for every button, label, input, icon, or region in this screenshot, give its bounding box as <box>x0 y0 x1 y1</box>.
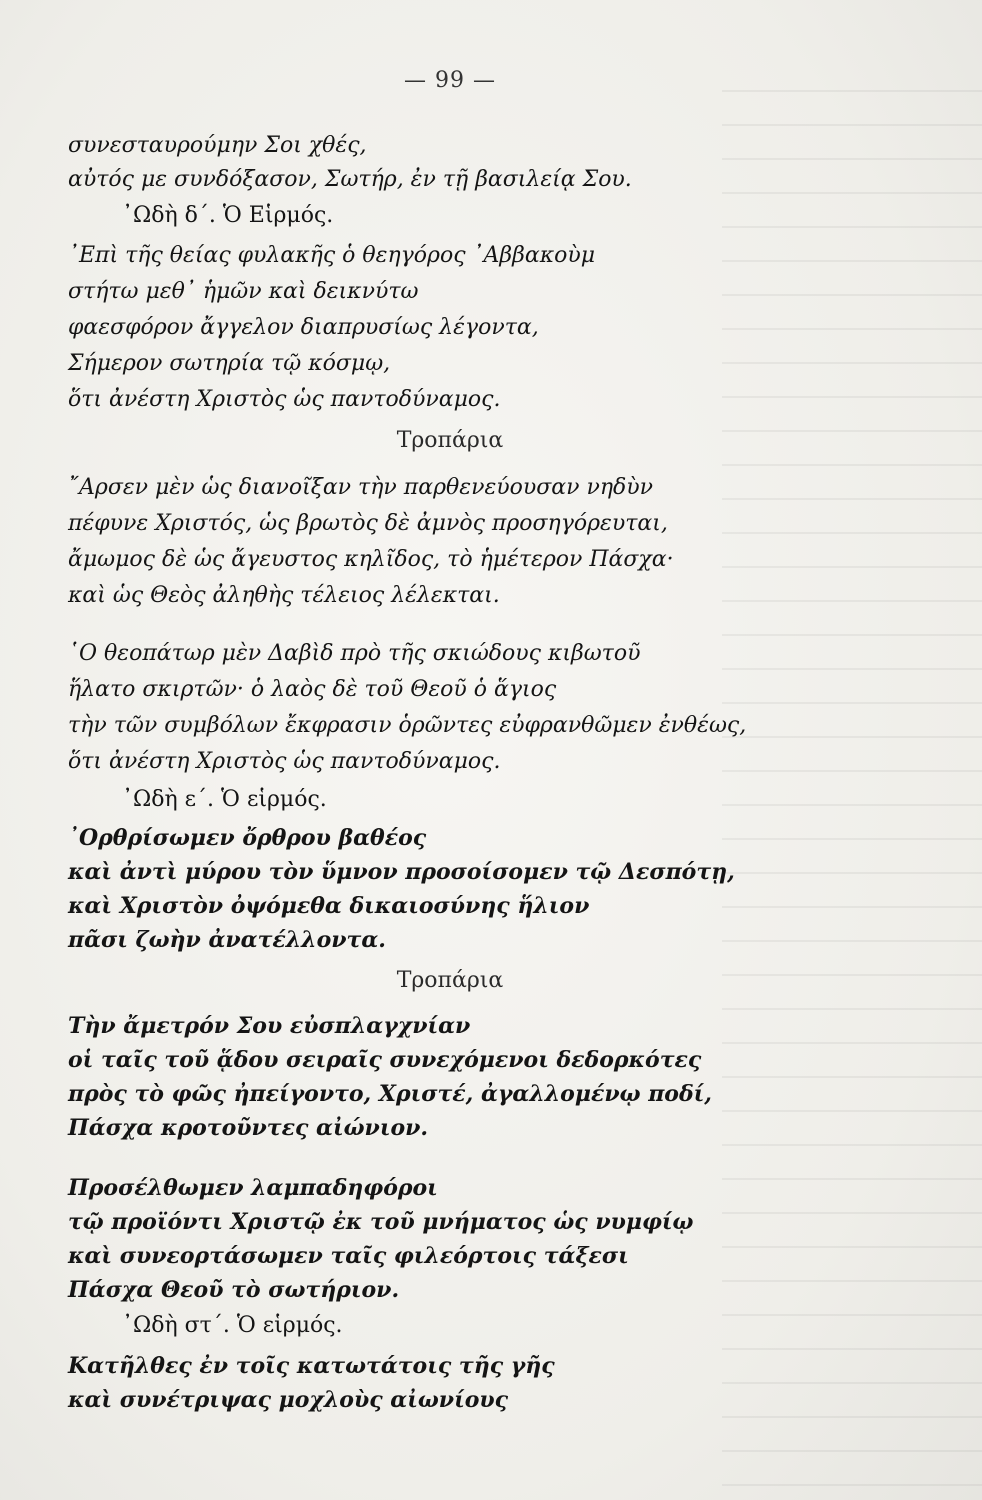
verse-line: καὶ Χριστὸν ὀψόμεθα δικαιοσύνης ἥλιον <box>68 893 590 919</box>
verse-line: ᾿Ορθρίσωμεν ὄρθρου βαθέος <box>68 825 427 851</box>
verse-line: πᾶσι ζωὴν ἀνατέλλοντα. <box>68 927 386 953</box>
verse-line: ᾿Επὶ τῆς θείας φυλακῆς ὁ θεηγόρος ᾿Αββακοὺμ <box>68 243 596 268</box>
verse-line: ῾Ο θεοπάτωρ μὲν Δαβὶδ πρὸ τῆς σκιώδους κιβωτοῦ <box>68 641 641 666</box>
verse-line: Πάσχα κροτοῦντες αἰώνιον. <box>68 1115 429 1141</box>
page-number: — 99 — <box>404 68 496 93</box>
verse-line: συνεσταυρούμην Σοι χθές, <box>68 133 367 158</box>
troparia-heading: Τροπάρια <box>396 968 504 993</box>
verse-line: ὅτι ἀνέστη Χριστὸς ὡς παντοδύναμος. <box>68 387 501 412</box>
verse-line: καὶ ὡς Θεὸς ἀληθὴς τέλειος λέλεκται. <box>68 583 500 608</box>
verse-line: πέφυνε Χριστός, ὡς βρωτὸς δὲ ἀμνὸς προσηγόρευται, <box>68 511 668 536</box>
ode-heading: ᾿Ωδὴ δ΄. Ὁ Εἱρμός. <box>122 203 334 228</box>
verse-line: Προσέλθωμεν λαμπαδηφόροι <box>68 1175 438 1201</box>
troparia-heading: Τροπάρια <box>396 428 504 453</box>
verse-line: ὅτι ἀνέστη Χριστὸς ὡς παντοδύναμος. <box>68 749 501 774</box>
verse-line: φαεσφόρον ἄγγελον διαπρυσίως λέγοντα, <box>68 315 539 340</box>
bleed-through-texture <box>722 90 982 1490</box>
verse-line: καὶ ἀντὶ μύρου τὸν ὕμνον προσοίσομεν τῷ Δεσπότῃ, <box>68 859 735 885</box>
verse-line: ἥλατο σκιρτῶν· ὁ λαὸς δὲ τοῦ Θεοῦ ὁ ἅγιος <box>68 677 557 702</box>
verse-line: Πάσχα Θεοῦ τὸ σωτήριον. <box>68 1277 400 1303</box>
verse-line: τῷ προϊόντι Χριστῷ ἐκ τοῦ μνήματος ὡς νυμφίῳ <box>68 1209 694 1235</box>
verse-line: Σήμερον σωτηρία τῷ κόσμῳ, <box>68 351 391 376</box>
verse-line: καὶ συνεορτάσωμεν ταῖς φιλεόρτοις τάξεσι <box>68 1243 629 1269</box>
verse-line: αὐτός με συνδόξασον, Σωτήρ, ἐν τῇ βασιλείᾳ Σου. <box>68 167 632 192</box>
verse-line: οἱ ταῖς τοῦ ᾅδου σειραῖς συνεχόμενοι δεδορκότες <box>68 1047 702 1073</box>
ode-heading: ᾿Ωδὴ ε΄. Ὁ εἱρμός. <box>122 787 327 812</box>
verse-line: Κατῆλθες ἐν τοῖς κατωτάτοις τῆς γῆς <box>68 1353 555 1379</box>
verse-line: Τὴν ἄμετρόν Σου εὐσπλαγχνίαν <box>68 1013 471 1039</box>
verse-line: καὶ συνέτριψας μοχλοὺς αἰωνίους <box>68 1387 509 1413</box>
verse-line: στήτω μεθ᾿ ἡμῶν καὶ δεικνύτω <box>68 279 419 304</box>
verse-line: ἄμωμος δὲ ὡς ἄγευστος κηλῖδος, τὸ ἡμέτερον Πάσχα· <box>68 547 674 572</box>
verse-line: ῎Αρσεν μὲν ὡς διανοῖξαν τὴν παρθενεύουσαν νηδὺν <box>68 475 654 500</box>
verse-line: τὴν τῶν συμβόλων ἔκφρασιν ὁρῶντες εὐφρανθῶμεν ἐνθέως, <box>68 713 747 738</box>
verse-line: πρὸς τὸ φῶς ἠπείγοντο, Χριστέ, ἀγαλλομένῳ ποδί, <box>68 1081 712 1107</box>
ode-heading: ᾿Ωδὴ στ΄. Ὁ εἱρμός. <box>122 1313 343 1338</box>
